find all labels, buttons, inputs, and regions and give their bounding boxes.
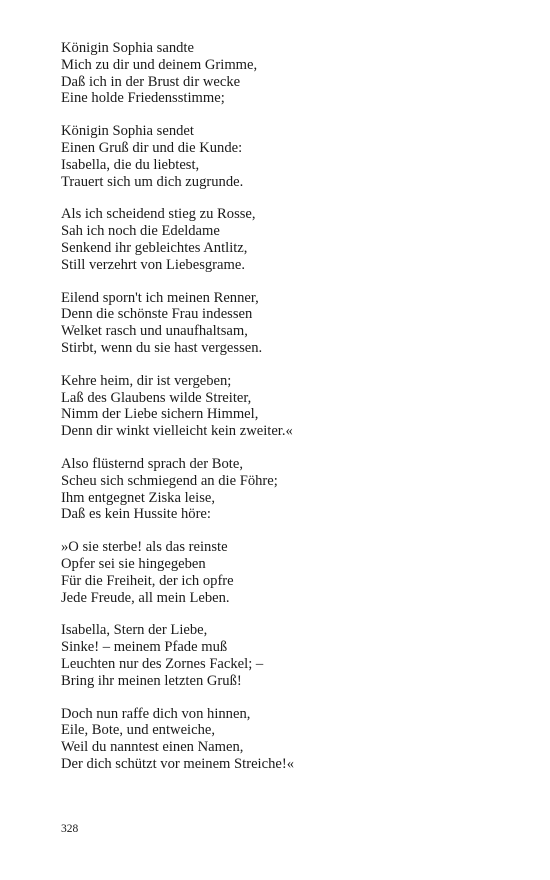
verse-line: Sinke! – meinem Pfade muß (61, 639, 228, 656)
verse-line: Daß ich in der Brust dir wecke (61, 73, 241, 90)
verse-line: Nimm der Liebe sichern Himmel, (61, 406, 259, 423)
poem-text (61, 40, 501, 789)
verse-line: Scheu sich schmiegend an die Föhre; (61, 472, 278, 489)
verse-line: Opfer sei sie hingegeben (61, 555, 206, 572)
verse-line: Senkend ihr gebleichtes Antlitz, (61, 239, 248, 256)
verse-line: Für die Freiheit, der ich opfre (61, 572, 234, 589)
verse-line: Isabella, die du liebtest, (61, 156, 200, 173)
stanza (61, 290, 501, 357)
verse-line: Denn die schönste Frau indessen (61, 306, 253, 323)
stanza (61, 123, 501, 190)
verse-line: Bring ihr meinen letzten Gruß! (61, 672, 242, 689)
verse-line: Ihm entgegnet Ziska leise, (61, 489, 215, 506)
verse-line: Königin Sophia sandte (61, 40, 194, 56)
verse-line: Kehre heim, dir ist vergeben; (61, 372, 232, 389)
verse-line: Trauert sich um dich zugrunde. (61, 173, 244, 190)
verse-line: Laß des Glaubens wilde Streiter, (61, 389, 252, 406)
verse-line: Welket rasch und unaufhaltsam, (61, 323, 248, 340)
verse-line: Als ich scheidend stieg zu Rosse, (61, 206, 256, 223)
verse-line: Königin Sophia sendet (61, 123, 194, 140)
verse-line: »O sie sterbe! als das reinste (61, 539, 228, 556)
verse-line: Der dich schützt vor meinem Streiche!« (61, 755, 295, 772)
verse-line: Jede Freude, all mein Leben. (61, 589, 230, 606)
verse-line: Sah ich noch die Edeldame (61, 223, 220, 240)
stanza (61, 456, 501, 523)
verse-line: Still verzehrt von Liebesgrame. (61, 256, 245, 273)
verse-line: Leuchten nur des Zornes Fackel; – (61, 655, 264, 672)
verse-line: Stirbt, wenn du sie hast vergessen. (61, 339, 263, 356)
stanza (61, 539, 501, 606)
stanza (61, 40, 501, 107)
verse-line: Eine holde Friedensstimme; (61, 90, 225, 107)
verse-line: Also flüsternd sprach der Bote, (61, 455, 243, 472)
verse-line: Eilend sporn't ich meinen Renner, (61, 289, 259, 306)
page-number: 328 (61, 823, 79, 835)
verse-line: Daß es kein Hussite höre: (61, 506, 211, 523)
verse-line: Isabella, Stern der Liebe, (61, 622, 208, 639)
verse-line: Einen Gruß dir und die Kunde: (61, 139, 243, 156)
stanza (61, 622, 501, 689)
verse-line: Doch nun raffe dich von hinnen, (61, 705, 251, 722)
stanza (61, 206, 501, 273)
verse-line: Eile, Bote, und entweiche, (61, 722, 215, 739)
verse-line: Weil du nanntest einen Namen, (61, 739, 244, 756)
stanza (61, 706, 501, 773)
verse-line: Denn dir winkt vielleicht kein zweiter.« (61, 423, 293, 440)
stanza (61, 373, 501, 440)
verse-line: Mich zu dir und deinem Grimme, (61, 56, 258, 73)
